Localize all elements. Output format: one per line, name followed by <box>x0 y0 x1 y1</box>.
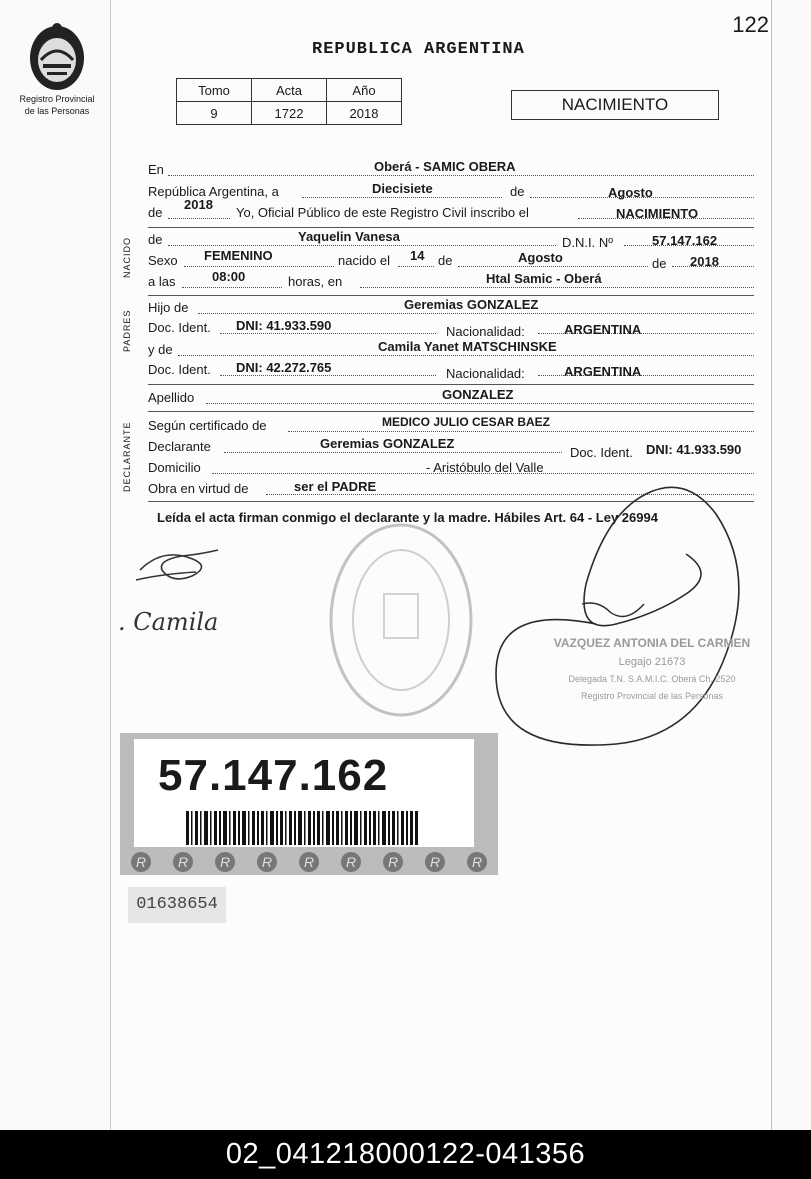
row-en <box>148 160 754 180</box>
closing-note: Leída el acta firman conmigo el declarante y la madre. Hábiles Art. 64 - Ley 26994 <box>157 510 658 525</box>
father-nat-value: ARGENTINA <box>564 322 642 337</box>
declarante-name-value: Geremias GONZALEZ <box>320 436 455 451</box>
sexo-value: FEMENINO <box>204 248 273 263</box>
child-name-value: Yaquelin Vanesa <box>298 229 400 244</box>
stamp-line-4: Registro Provincial de las Personas <box>580 691 724 701</box>
value-acta: 1722 <box>252 102 327 125</box>
row-hijo-de <box>148 298 754 318</box>
label-father-doc: Doc. Ident. <box>148 320 211 335</box>
label-de: de <box>510 184 525 199</box>
label-nacido-el: nacido el <box>338 253 391 268</box>
side-label-padres: PADRES <box>122 309 132 352</box>
row-sexo <box>148 248 754 271</box>
page-number: 122 <box>732 12 769 37</box>
place-value: Oberá - SAMIC OBERA <box>374 159 516 174</box>
child-dni-value: 57.147.162 <box>652 233 718 248</box>
stamp-line-2: Legajo 21673 <box>618 656 686 668</box>
label-hijo-de: Hijo de <box>148 300 189 315</box>
label-declarante-doc: Doc. Ident. <box>570 445 633 460</box>
father-doc-value: DNI: 41.933.590 <box>236 318 332 333</box>
side-label-declarante: DECLARANTE <box>122 421 132 492</box>
mother-nat-value: ARGENTINA <box>564 364 642 379</box>
barcode-label <box>134 739 474 847</box>
label-father-nat: Nacionalidad: <box>446 324 525 339</box>
row-y-de <box>148 340 754 360</box>
label-sexo: Sexo <box>148 253 178 268</box>
official-signature-icon <box>486 474 766 754</box>
row-apellido <box>148 388 754 408</box>
record-type-box: NACIMIENTO <box>511 90 719 120</box>
birth-year-value: 2018 <box>690 254 719 269</box>
logo-caption-1: Registro Provincial <box>19 94 95 104</box>
logo-caption-2: de las Personas <box>24 106 90 116</box>
row-time-place <box>148 269 754 292</box>
label-de-month: de <box>438 253 453 268</box>
day-text-value: Diecisiete <box>372 181 433 196</box>
label-de-name: de <box>148 232 163 247</box>
mother-name-value: Camila Yanet MATSCHINSKE <box>378 339 557 354</box>
obra-value: ser el PADRE <box>294 479 377 494</box>
row-father-doc <box>148 318 754 338</box>
label-horas-en: horas, en <box>288 274 343 289</box>
registry-logo <box>12 20 102 116</box>
apellido-value: GONZALEZ <box>442 387 514 402</box>
label-dni: D.N.I. Nº <box>562 235 613 250</box>
row-date <box>148 182 754 202</box>
row-inscribe <box>148 197 754 223</box>
serial-number: 01638654 <box>128 887 226 923</box>
registry-table <box>176 78 402 125</box>
mother-signature: . Camila <box>118 608 219 636</box>
page-title: REPUBLICA ARGENTINA <box>312 40 525 59</box>
label-inscribe: Yo, Oficial Público de este Registro Civil inscribo el <box>236 205 529 220</box>
official-seal-icon <box>326 520 476 720</box>
label-de-birthyear: de <box>652 256 667 271</box>
row-declarante <box>148 436 754 460</box>
side-label-nacido: NACIDO <box>122 236 132 278</box>
label-de-year: de <box>148 205 163 220</box>
inscribe-value: NACIMIENTO <box>616 206 699 221</box>
label-certificado: Según certificado de <box>148 418 267 433</box>
label-en: En <box>148 162 164 177</box>
value-anio: 2018 <box>327 102 402 125</box>
signature-scribble-icon <box>132 540 232 588</box>
document-id: 02_041218000122-041356 <box>225 1138 586 1170</box>
barcode-icon <box>186 811 418 845</box>
label-obra: Obra en virtud de <box>148 481 249 496</box>
barcode-number: 57.147.162 <box>158 751 389 800</box>
document-id-bar <box>0 1130 811 1179</box>
security-pattern: R R R R R R R R R <box>120 849 498 875</box>
value-tomo: 9 <box>177 102 252 125</box>
stamp-line-3: Delegada T.N. S.A.M.I.C. Oberá Ch. 2520 <box>568 674 736 684</box>
stamp-line-1: VAZQUEZ ANTONIA DEL CARMEN <box>553 636 751 650</box>
mother-doc-value: DNI: 42.272.765 <box>236 360 332 375</box>
row-certificado <box>148 416 754 436</box>
label-y-de: y de <box>148 342 173 357</box>
barcode-card <box>120 733 498 875</box>
label-declarante: Declarante <box>148 439 211 454</box>
year-value: 2018 <box>184 197 213 212</box>
label-apellido: Apellido <box>148 390 195 405</box>
header-tomo: Tomo <box>177 79 252 102</box>
header-anio: Año <box>327 79 402 102</box>
birth-time-value: 08:00 <box>212 269 246 284</box>
declarante-doc-value: DNI: 41.933.590 <box>646 442 742 457</box>
birth-place-value: Htal Samic - Oberá <box>486 271 602 286</box>
birth-day-value: 14 <box>410 248 425 263</box>
header-acta: Acta <box>252 79 327 102</box>
label-a-las: a las <box>148 274 176 289</box>
father-name-value: Geremias GONZALEZ <box>404 297 539 312</box>
row-mother-doc <box>148 360 754 380</box>
certificado-value: MEDICO JULIO CESAR BAEZ <box>382 415 551 429</box>
provincial-seal-icon <box>27 20 87 92</box>
month-value: Agosto <box>608 185 653 200</box>
row-nacido-name <box>148 230 754 250</box>
label-mother-doc: Doc. Ident. <box>148 362 211 377</box>
label-mother-nat: Nacionalidad: <box>446 366 525 381</box>
birth-month-value: Agosto <box>518 250 563 265</box>
label-republica: República Argentina, a <box>148 184 279 199</box>
label-domicilio: Domicilio <box>148 460 201 475</box>
domicilio-value: - Aristóbulo del Valle <box>426 460 544 475</box>
